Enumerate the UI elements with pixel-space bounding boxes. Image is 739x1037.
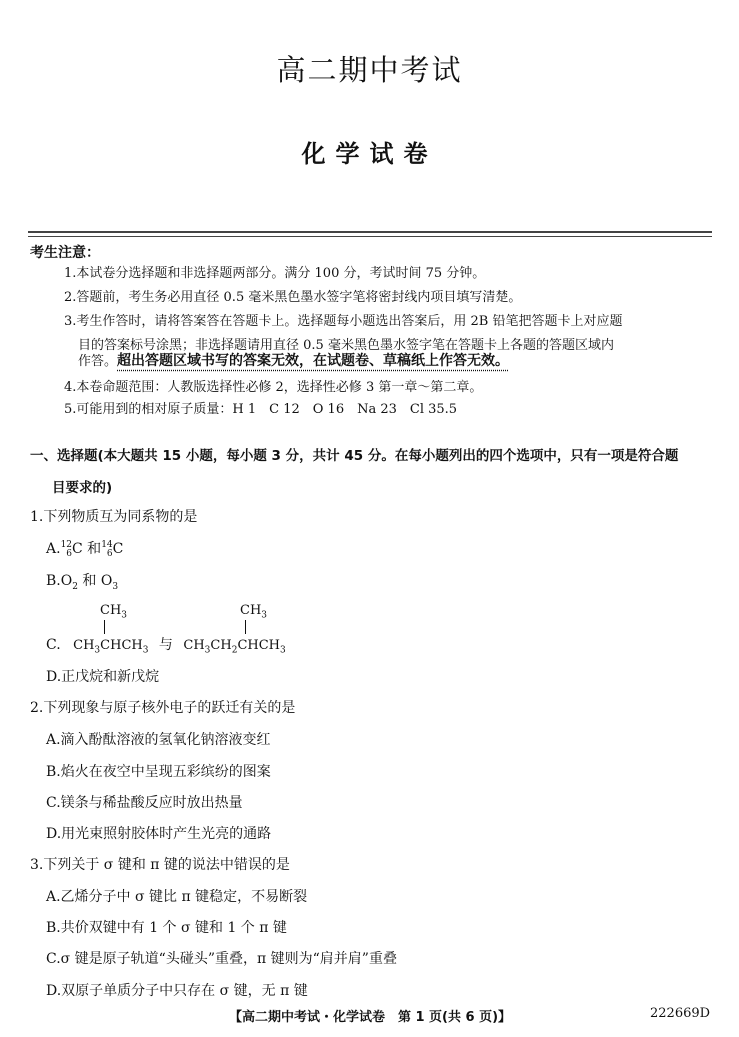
notice-item-1: 1.本试卷分选择题和非选择题两部分。满分 100 分，考试时间 75 分钟。 bbox=[64, 266, 486, 281]
notice-plain: 作答。 bbox=[78, 354, 118, 369]
page-footer: 【高二期中考试・化学试卷 第 1 页(共 6 页)】 bbox=[228, 1010, 512, 1025]
question-2-option-d: D.用光束照射胶体时产生光亮的通路 bbox=[46, 826, 272, 842]
question-3-option-d: D.双原子单质分子中只存在 σ 键，无 π 键 bbox=[46, 983, 308, 999]
notice-heading: 考生注意： bbox=[30, 245, 100, 261]
q1-c-branch-2: $CH_3$ bbox=[240, 603, 268, 621]
question-1-option-a: A.12 6C 和14 6C bbox=[46, 540, 124, 559]
section-heading bbox=[30, 440, 715, 504]
question-2-option-c: C.镁条与稀盐酸反应时放出热量 bbox=[46, 795, 243, 811]
divider-thick bbox=[28, 231, 712, 233]
question-1-option-c: C. $CH_3CHCH_3$ 与 $CH_3CH_2CHCH_3$ bbox=[46, 637, 286, 656]
question-3-option-a: A.乙烯分子中 σ 键比 π 键稳定，不易断裂 bbox=[46, 889, 308, 905]
notice-item-3: 3.考生作答时，请将答案答在答题卡上。选择题每小题选出答案后，用 2B 铅笔把答题卡上对应题 bbox=[64, 314, 623, 329]
q1-c-bond-2 bbox=[245, 620, 246, 634]
notice-item-3-cont: 目的答案标号涂黑；非选择题请用直径 0.5 毫米黑色墨水签字笔在答题卡上各题的答题区域内 bbox=[78, 338, 614, 353]
question-3-option-c: C.σ 键是原子轨道“头碰头”重叠，π 键则为“肩并肩”重叠 bbox=[46, 951, 397, 967]
question-3-stem: 3.下列关于 σ 键和 π 键的说法中错误的是 bbox=[30, 857, 290, 873]
question-1-option-d: D.正戊烷和新戊烷 bbox=[46, 669, 160, 685]
divider-thin bbox=[28, 236, 712, 237]
section-line-2: 目要求的) bbox=[52, 480, 113, 496]
q1-c-branch-1: $CH_3$ bbox=[100, 603, 128, 621]
question-1-stem: 1.下列物质互为同系物的是 bbox=[30, 509, 198, 525]
notice-emphasis: 超出答题区域书写的答案无效，在试题卷、草稿纸上作答无效。 bbox=[117, 353, 510, 369]
notice-item-4: 4.本卷命题范围：人教版选择性必修 2，选择性必修 3 第一章～第二章。 bbox=[64, 380, 483, 395]
notice-item-3-end bbox=[78, 349, 718, 374]
question-2-stem: 2.下列现象与原子核外电子的跃迁有关的是 bbox=[30, 700, 296, 716]
page-title: 高二期中考试 bbox=[276, 53, 463, 87]
question-2-option-a: A.滴入酚酞溶液的氢氧化钠溶液变红 bbox=[46, 732, 271, 748]
notice-item-2: 2.答题前，考生务必用直径 0.5 毫米黑色墨水签字笔将密封线内项目填写清楚。 bbox=[64, 290, 522, 305]
question-1-option-b: $B.O_2$ 和 $O_3$ bbox=[46, 573, 119, 592]
notice-item-5: 5.可能用到的相对原子质量：H 1 C 12 O 16 Na 23 Cl 35.5 bbox=[64, 402, 458, 417]
question-2-option-b: B.焰火在夜空中呈现五彩缤纷的图案 bbox=[46, 764, 271, 780]
paper-code: 222669D bbox=[650, 1006, 711, 1021]
question-3-option-b: B.共价双键中有 1 个 σ 键和 1 个 π 键 bbox=[46, 920, 287, 936]
page-subtitle: 化学试卷 bbox=[301, 139, 438, 168]
section-line-1: 一、选择题(本大题共 15 小题，每小题 3 分，共计 45 分。在每小题列出的四个选项中，只有一项是符合题 bbox=[30, 448, 679, 464]
q1-c-bond-1 bbox=[104, 620, 105, 634]
